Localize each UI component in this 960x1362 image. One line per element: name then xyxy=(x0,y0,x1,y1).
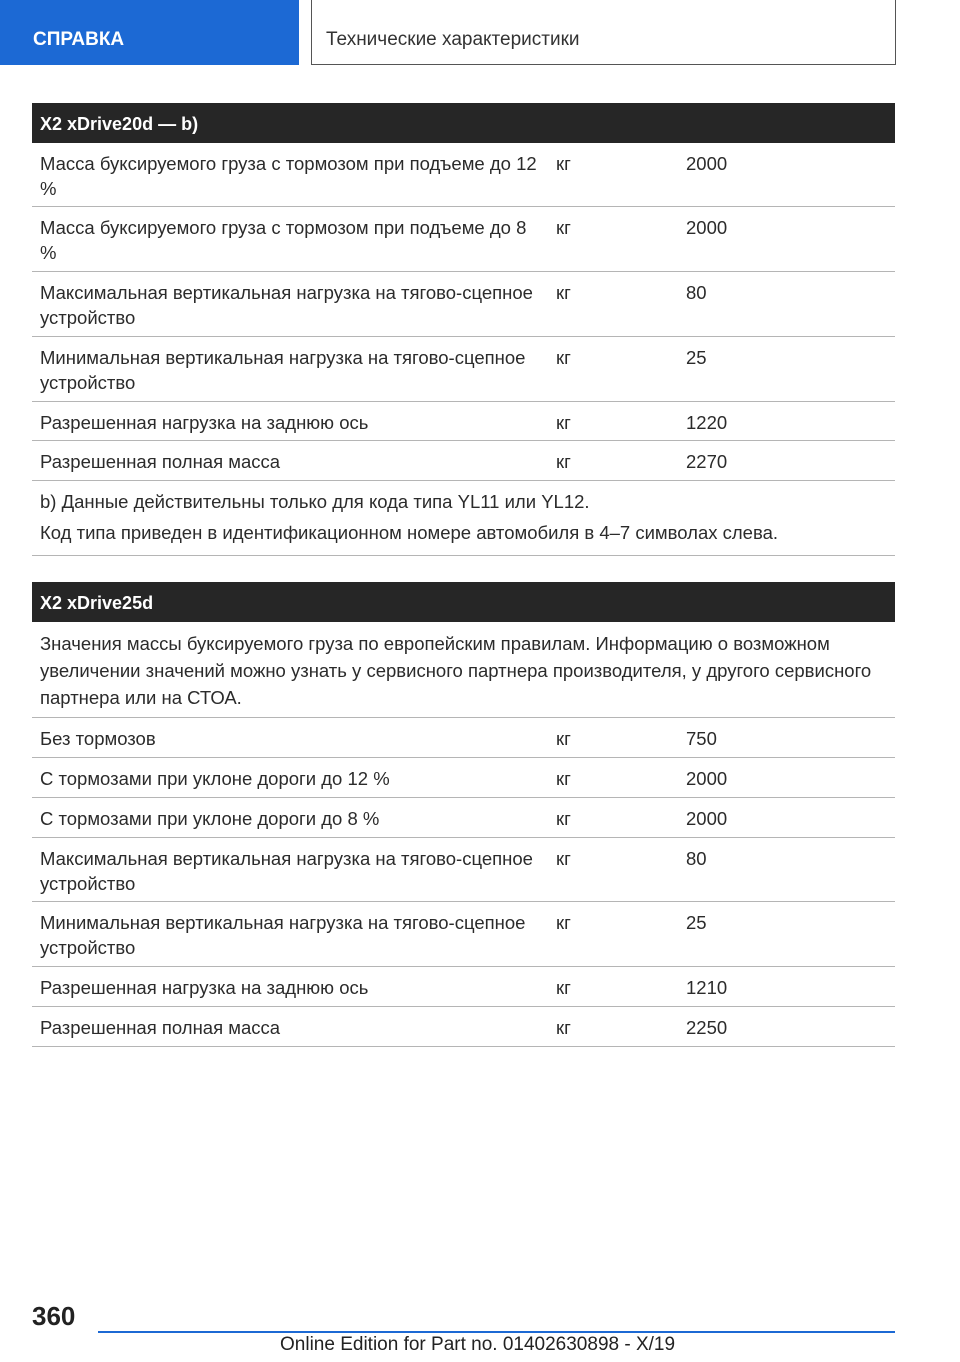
row-unit: кг xyxy=(556,912,571,933)
row-label: Максимальная вертикальная нагрузка на тягово-сцепное устройство xyxy=(40,282,533,328)
footer-divider xyxy=(98,1331,895,1333)
spec-table-xdrive20d xyxy=(32,103,895,556)
row-value: 2000 xyxy=(686,768,728,789)
row-value: 750 xyxy=(686,728,717,749)
table-row xyxy=(32,207,895,272)
row-value: 2000 xyxy=(686,808,728,829)
row-value: 80 xyxy=(686,848,707,869)
table-row xyxy=(32,143,895,207)
table-row xyxy=(32,798,895,838)
row-value: 25 xyxy=(686,912,707,933)
row-label: Масса буксируемого груза с тормозом при подъеме до 12 % xyxy=(40,153,537,199)
table-intro: Значения массы буксируемого груза по европейским правилам. Информацию о возможном увеличении значений можно узнать у сервисного партнера производителя, у другого сервисного партнера или на СТОА. xyxy=(32,622,895,718)
footnote-line: Код типа приведен в идентификационном номере автомобиля в 4–7 символах слева. xyxy=(40,522,779,543)
table-row xyxy=(32,838,895,902)
row-label: Масса буксируемого груза с тормозом при подъеме до 8 % xyxy=(40,217,527,263)
row-unit: кг xyxy=(556,977,571,998)
table-row xyxy=(32,272,895,337)
footnote-line: b) Данные действительны только для кода типа YL11 или YL12. xyxy=(40,491,590,512)
row-label: Максимальная вертикальная нагрузка на тягово-сцепное устройство xyxy=(40,848,533,894)
row-label: Разрешенная полная масса xyxy=(40,451,281,472)
row-unit: кг xyxy=(556,728,571,749)
table-footnote xyxy=(32,481,895,556)
row-value: 1220 xyxy=(686,412,728,433)
table-title: X2 xDrive20d — b) xyxy=(32,103,895,143)
table-row xyxy=(32,967,895,1007)
row-label: С тормозами при уклоне дороги до 8 % xyxy=(40,808,380,829)
row-unit: кг xyxy=(556,347,571,368)
row-label: Без тормозов xyxy=(40,728,156,749)
row-value: 80 xyxy=(686,282,707,303)
row-label: Разрешенная нагрузка на заднюю ось xyxy=(40,412,369,433)
table-row xyxy=(32,337,895,402)
row-unit: кг xyxy=(556,153,571,174)
table-row xyxy=(32,902,895,967)
table-row xyxy=(32,718,895,758)
row-unit: кг xyxy=(556,282,571,303)
section-tab[interactable]: СПРАВКА xyxy=(0,0,299,65)
row-label: Разрешенная нагрузка на заднюю ось xyxy=(40,977,369,998)
row-label: Минимальная вертикальная нагрузка на тягово-сцепное устройство xyxy=(40,347,526,393)
page-number: 360 xyxy=(32,1301,76,1331)
row-label: Разрешенная полная масса xyxy=(40,1017,281,1038)
row-unit: кг xyxy=(556,848,571,869)
row-label: С тормозами при уклоне дороги до 12 % xyxy=(40,768,390,789)
table-title: X2 xDrive25d xyxy=(32,582,895,622)
row-value: 25 xyxy=(686,347,707,368)
table-row xyxy=(32,441,895,481)
row-unit: кг xyxy=(556,1017,571,1038)
row-value: 2000 xyxy=(686,153,728,174)
row-value: 1210 xyxy=(686,977,728,998)
row-unit: кг xyxy=(556,768,571,789)
row-unit: кг xyxy=(556,451,571,472)
table-row xyxy=(32,402,895,441)
row-value: 2270 xyxy=(686,451,728,472)
row-value: 2000 xyxy=(686,217,728,238)
row-unit: кг xyxy=(556,412,571,433)
spec-table-xdrive25d xyxy=(32,582,895,1047)
row-label: Минимальная вертикальная нагрузка на тягово-сцепное устройство xyxy=(40,912,526,958)
row-unit: кг xyxy=(556,217,571,238)
table-row xyxy=(32,1007,895,1047)
page-title: Технические характеристики xyxy=(311,0,896,65)
row-unit: кг xyxy=(556,808,571,829)
edition-info: Online Edition for Part no. 01402630898 - X/19 xyxy=(280,1334,676,1355)
table-row xyxy=(32,758,895,798)
row-value: 2250 xyxy=(686,1017,728,1038)
